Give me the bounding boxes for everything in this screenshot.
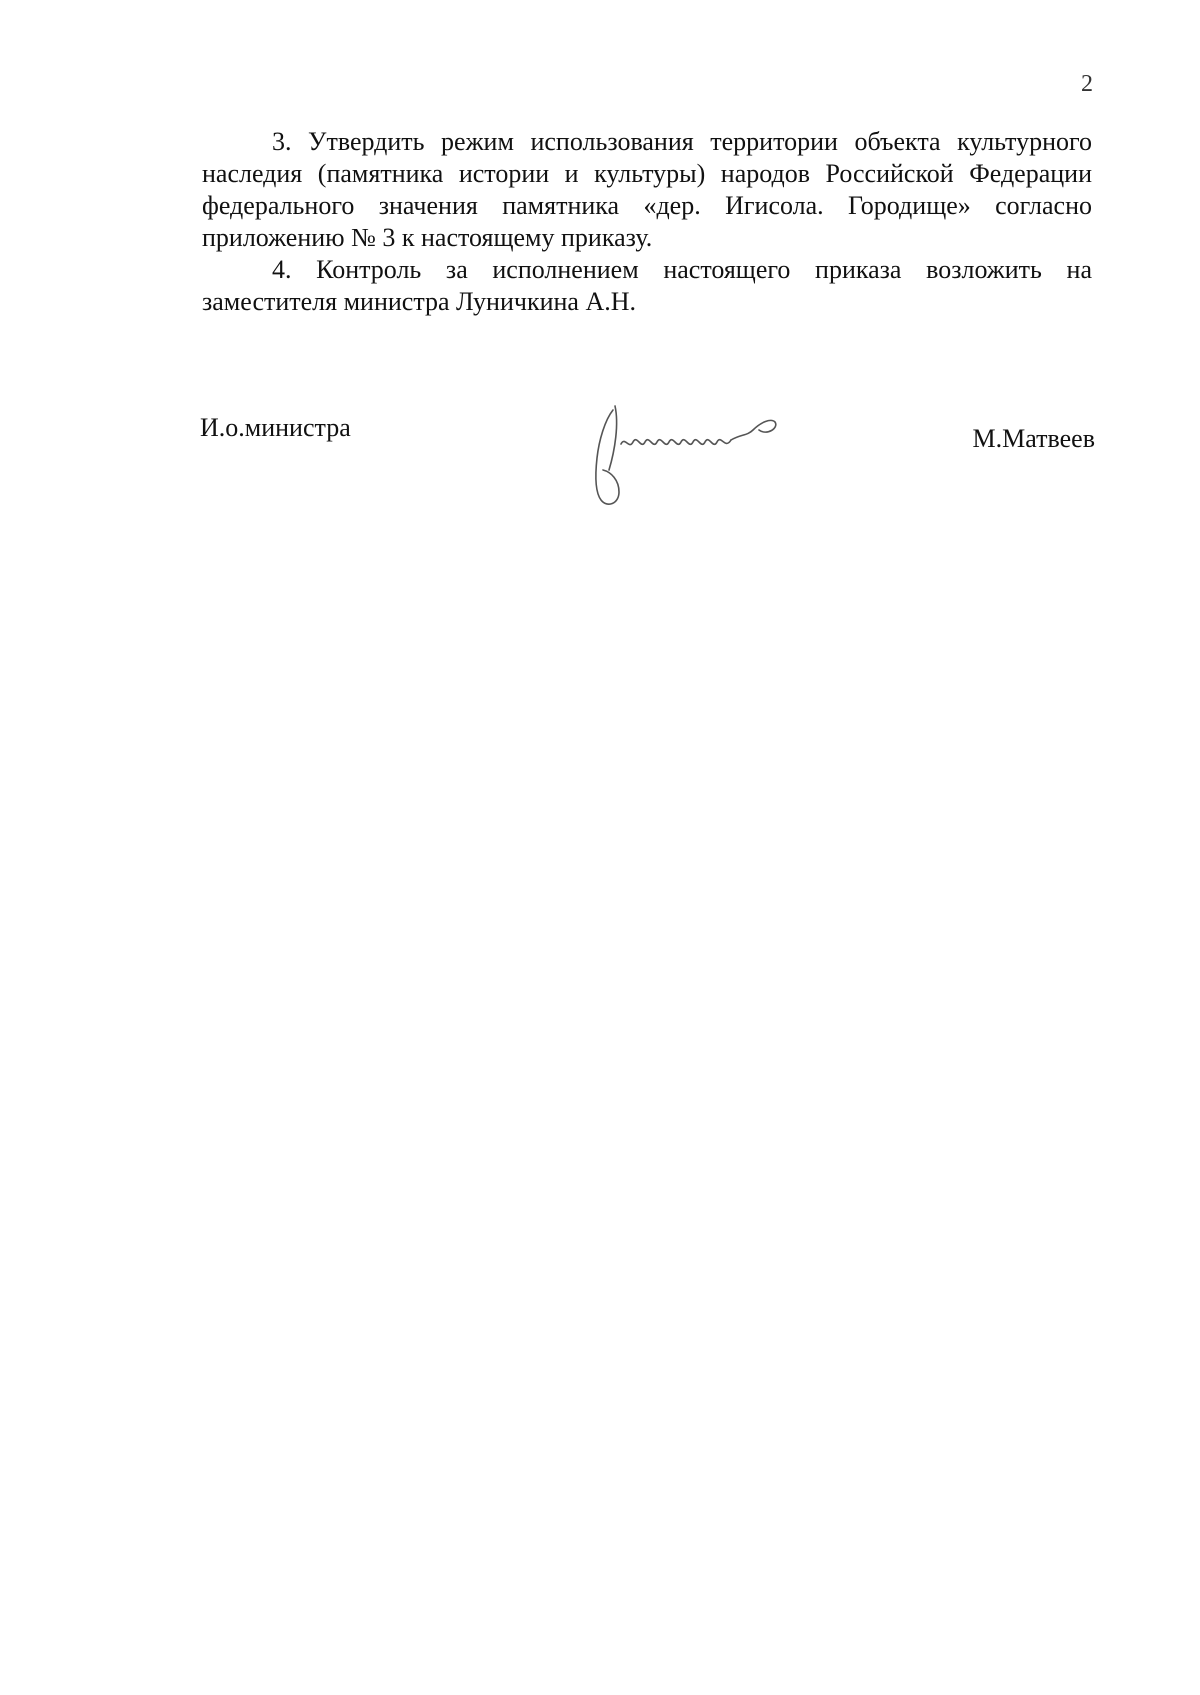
signatory-role: И.о.министра bbox=[200, 413, 351, 442]
signature-block bbox=[200, 400, 1095, 510]
paragraph-item-3: 3. Утвердить режим использования территории объекта культурного наследия (памятника истории и культуры) народов Российской Федерации федерального значения памятника «дер. Игисола. Городище» согласно приложению № 3 к настоящему приказу. bbox=[202, 127, 1092, 252]
page-number: 2 bbox=[1081, 71, 1093, 97]
document-body bbox=[202, 126, 1092, 318]
signatory-name: М.Матвеев bbox=[972, 424, 1095, 453]
paragraph-item-4: 4. Контроль за исполнением настоящего приказа возложить на заместителя министра Луничкина А.Н. bbox=[202, 255, 1092, 316]
handwritten-signature-icon bbox=[575, 400, 815, 510]
